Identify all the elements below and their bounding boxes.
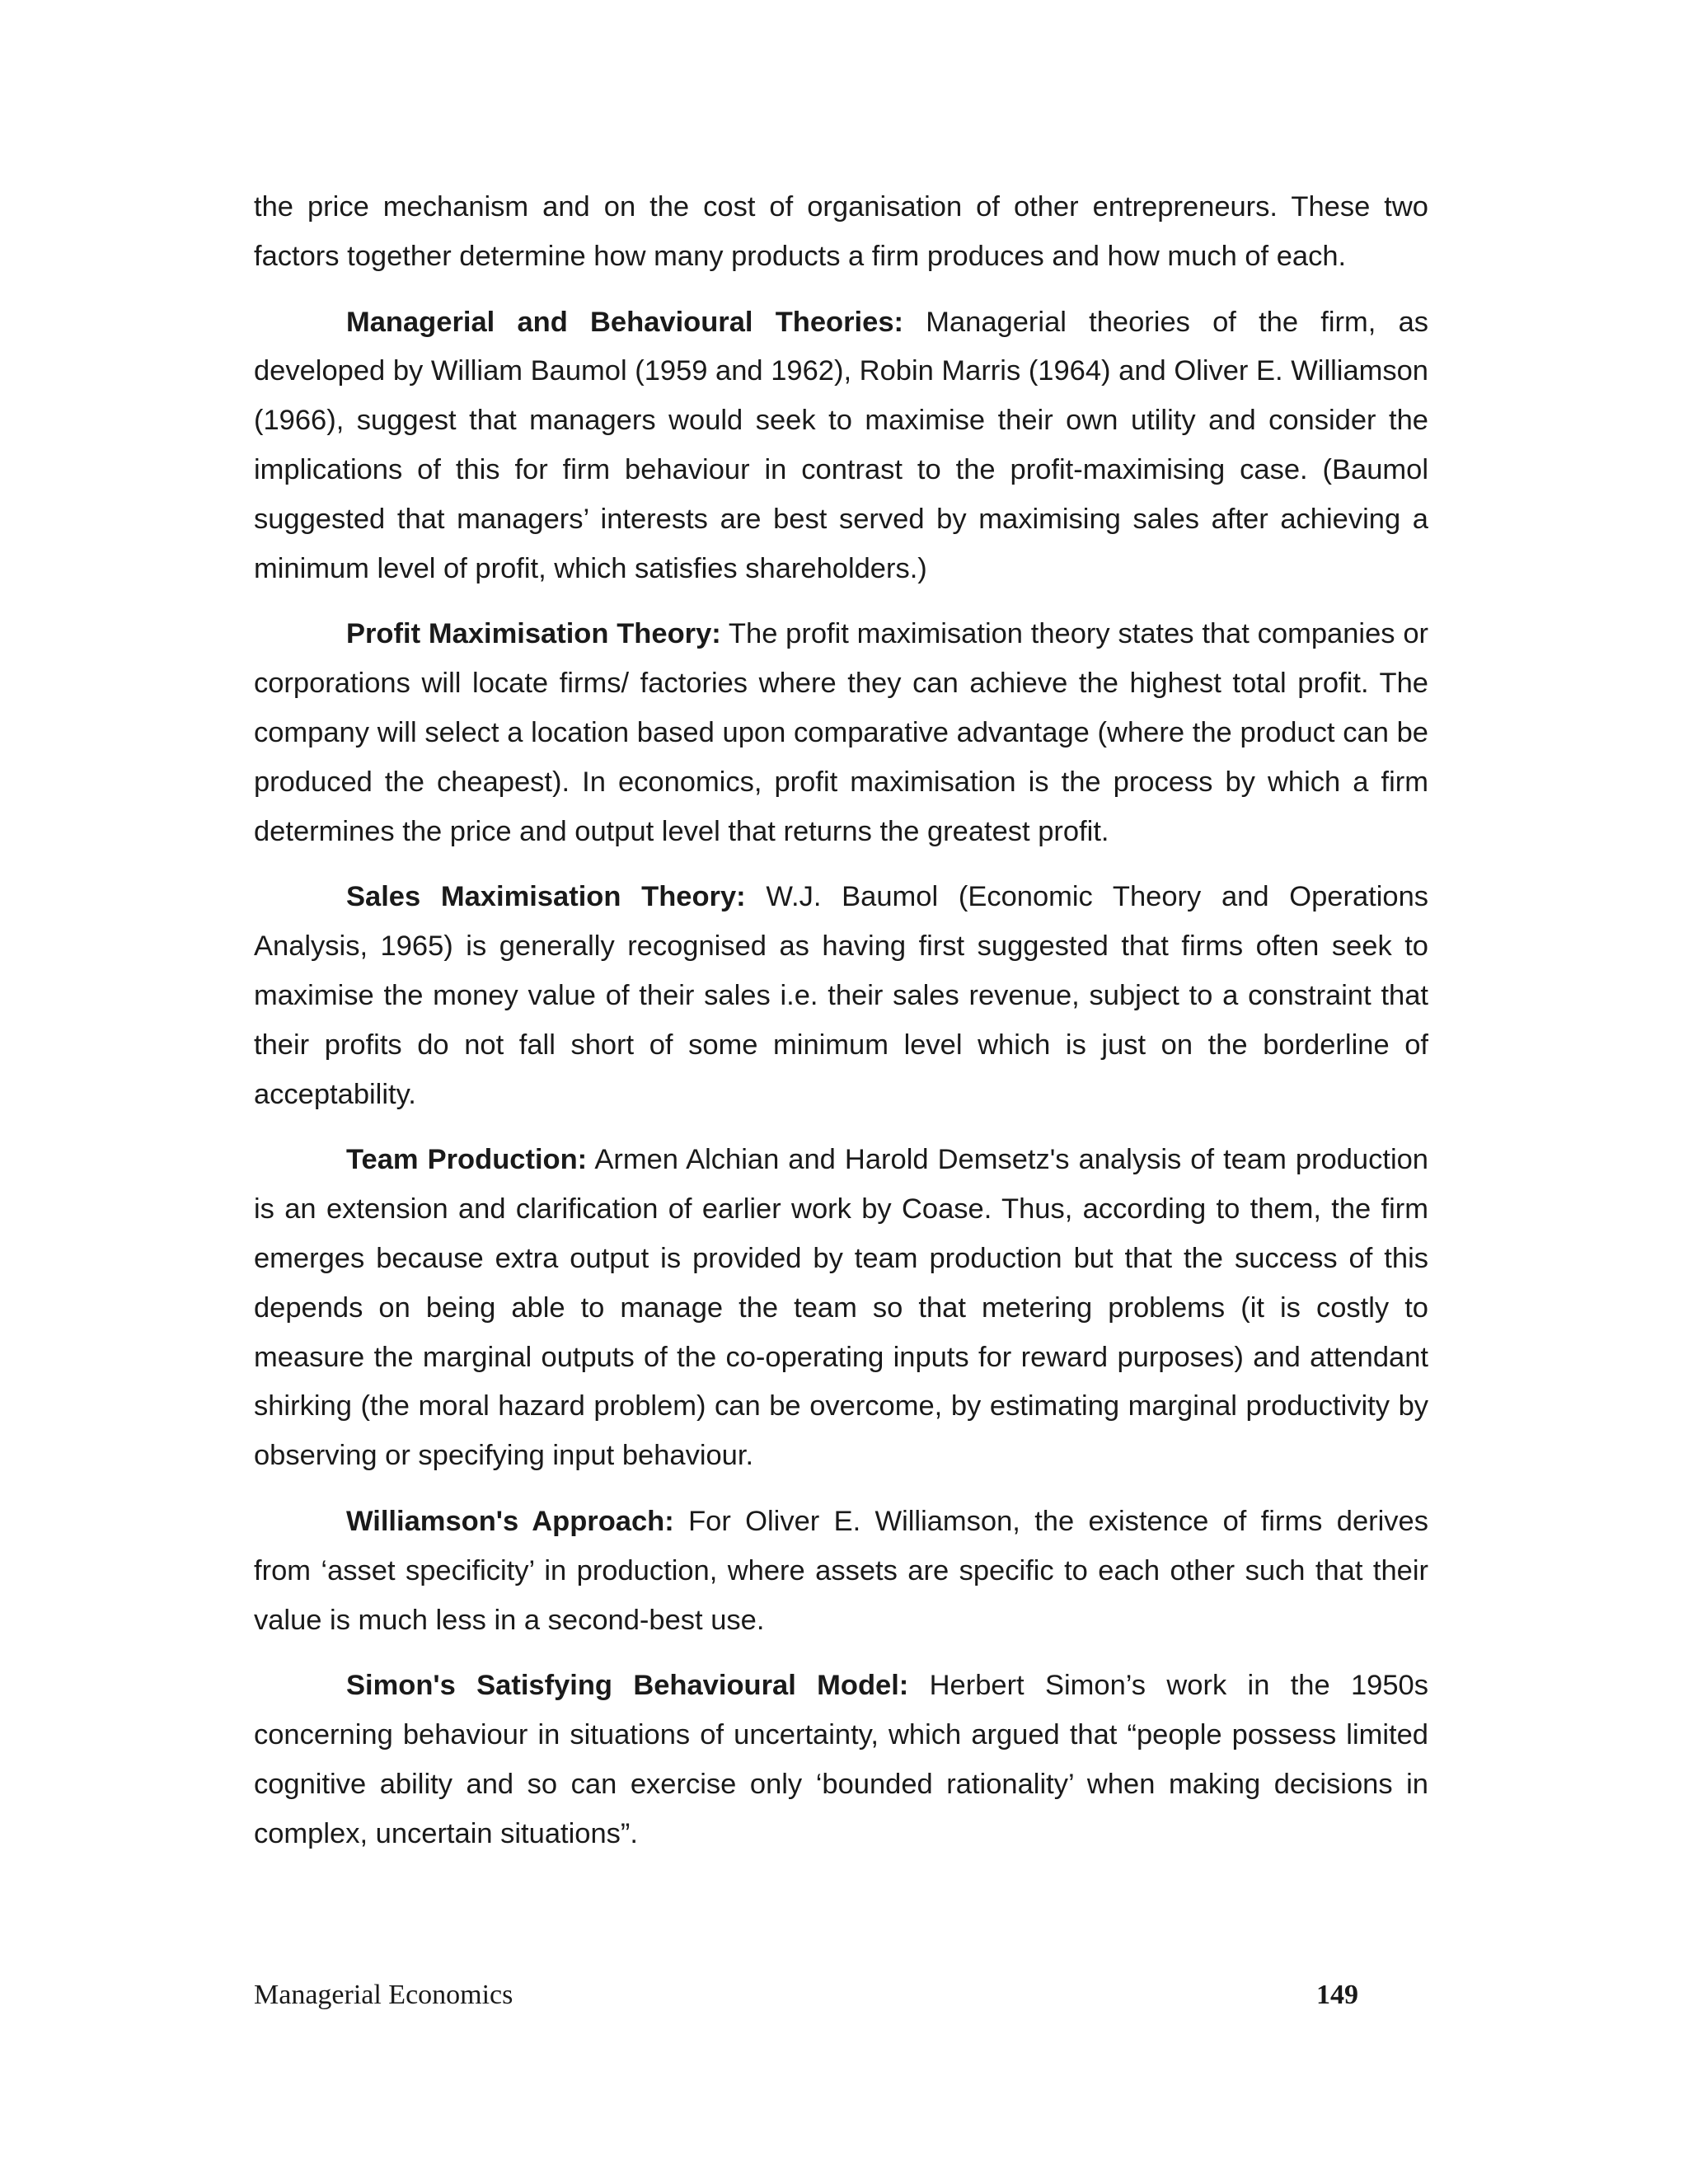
paragraph-heading: Team Production: xyxy=(346,1144,588,1176)
paragraph-sales-maximisation xyxy=(254,873,1428,1119)
paragraph-text: Managerial theories of the firm, as developed by William Baumol (1959 and 1962), Robin Marris (1964) and Oliver E. Williamson (1966), suggest that managers would seek to maximise their own utility and consider the implications of this for firm behaviour in contrast to the profit-maximising case. (Baumol suggested that managers’ interests are best served by maximising sales after achieving a minimum level of profit, which satisfies shareholders.) xyxy=(254,306,1429,584)
paragraph-heading: Williamson's Approach: xyxy=(346,1505,674,1537)
paragraph-text: Armen Alchian and Harold Demsetz's analysis of team production is an extension and clarification of earlier work by Coase. Thus, according to them, the firm emerges because extra output is provided by team production but that the success of this depends on being able to manage the team so that metering problems (it is costly to measure the marginal outputs of the co-operating inputs for reward purposes) and attendant shirking (the moral hazard problem) can be overcome, by estimating marginal productivity by observing or specifying input behaviour. xyxy=(254,1144,1428,1472)
paragraph-text: the price mechanism and on the cost of organisation of other entrepreneurs. These two factors together determine how many products a firm produces and how much of each. xyxy=(254,191,1428,272)
paragraph-text: The profit maximisation theory states that companies or corporations will locate firms/ factories where they can achieve the highest total profit. The company will select a location based upon comparative advantage (where the product can be produced the cheapest). In economics, profit maximisation is the process by which a firm determines the price and output level that returns the greatest profit. xyxy=(254,618,1428,847)
paragraph-simon-model xyxy=(254,1661,1428,1858)
footer-book-title: Managerial Economics xyxy=(254,1980,513,2010)
paragraph-text: W.J. Baumol (Economic Theory and Operations Analysis, 1965) is generally recognised as having first suggested that firms often seek to maximise the money value of their sales i.e. their sales revenue, subject to a constraint that their profits do not fall short of some minimum level which is just on the borderline of acceptability. xyxy=(254,881,1429,1110)
paragraph-williamson-approach xyxy=(254,1497,1428,1645)
paragraph-heading: Managerial and Behavioural Theories: xyxy=(346,306,904,338)
paragraph-team-production xyxy=(254,1136,1428,1481)
paragraph-heading: Sales Maximisation Theory: xyxy=(346,881,746,913)
body-text xyxy=(254,183,1428,1876)
footer-page-number: 149 xyxy=(1316,1980,1358,2010)
paragraph-text: For Oliver E. Williamson, the existence of firms derives from ‘asset specificity’ in production, where assets are specific to each other such that their value is much less in a second-best use. xyxy=(254,1505,1428,1636)
paragraph-heading: Profit Maximisation Theory: xyxy=(346,618,721,650)
page-footer xyxy=(254,1980,1358,2021)
paragraph-continuation xyxy=(254,183,1428,282)
paragraph-text: Herbert Simon’s work in the 1950s concerning behaviour in situations of uncertainty, which argued that “people possess limited cognitive ability and so can exercise only ‘bounded rationality’ when making decisions in complex, uncertain situations”. xyxy=(254,1670,1428,1849)
paragraph-profit-maximisation xyxy=(254,610,1428,856)
paragraph-managerial-behavioural xyxy=(254,298,1428,594)
paragraph-heading: Simon's Satisfying Behavioural Model: xyxy=(346,1670,909,1702)
